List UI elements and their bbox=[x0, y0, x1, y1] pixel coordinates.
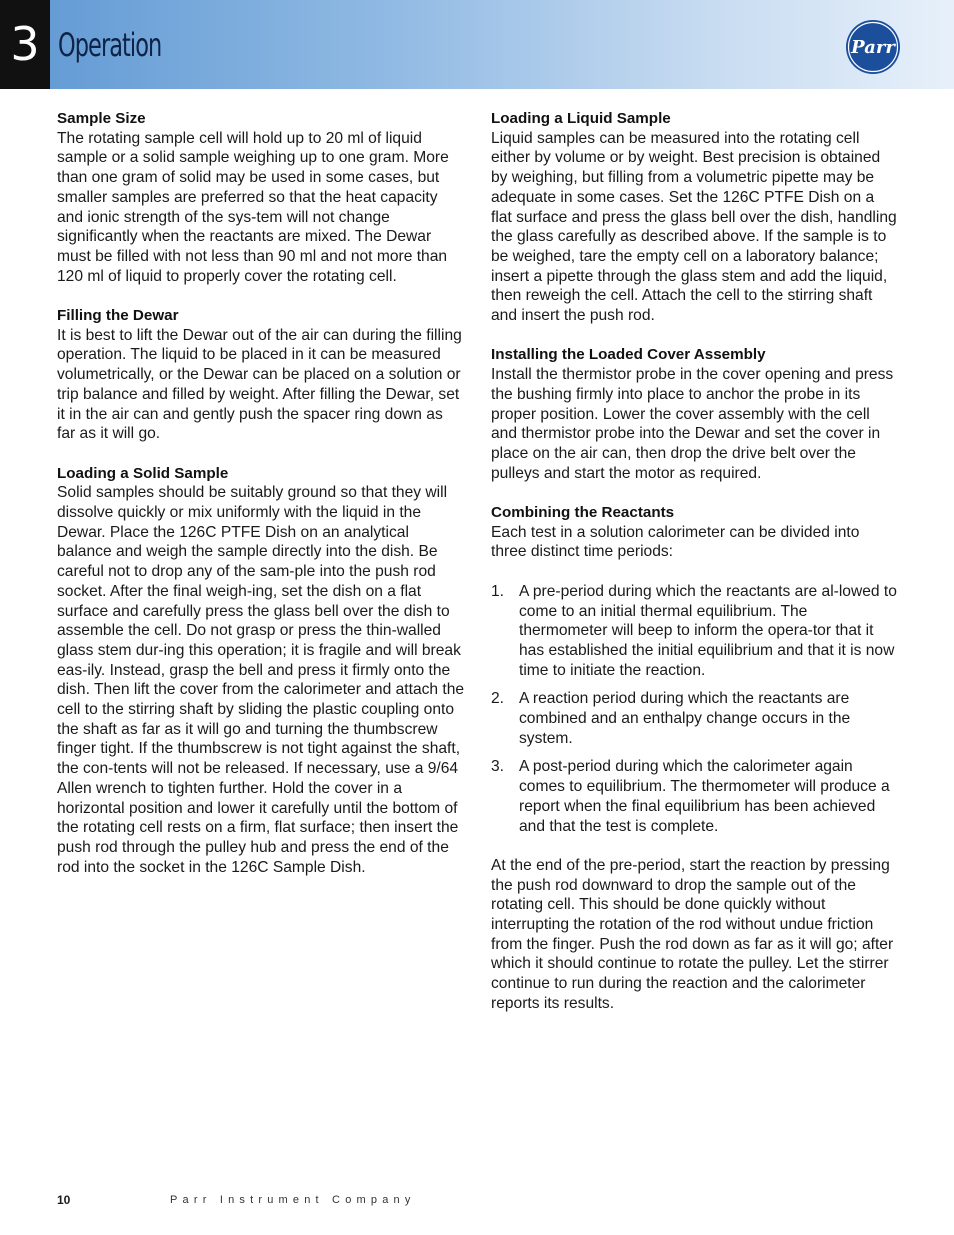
section-installing-cover bbox=[491, 345, 899, 483]
section-text: At the end of the pre-period, start the reaction by pressing the push rod downward to drop the sample out of the rotating cell. This should be done quickly without interrupting the rotation of the rod without undue friction from the finger. Push the rod down as far as it will go; after which it should continue to rotate the pulley. Let the stirrer continue to run during the reaction and the calorimeter reports its results. bbox=[491, 856, 894, 1012]
section-text: The rotating sample cell will hold up to 20 ml of liquid sample or a solid sample weighing up to one gram. More than one gram of solid may be used in some cases, but smaller samples are preferred so that the heat capacity and ionic strength of the sys-tem will not change significantly when the reactants are mixed. The Dewar must be filled with not less than 90 ml and not more than 120 ml of liquid to properly cover the rotating cell. bbox=[57, 129, 449, 285]
section-heading: Installing the Loaded Cover Assembly bbox=[491, 346, 766, 364]
list-number: 2. bbox=[491, 690, 505, 708]
list-text: A pre-period during which the reactants are al-lowed to come to an initial thermal equilibrium. The thermometer will beep to inform the opera-tor that it has established the initial equilibrium and that it is now time to initiate the reaction. bbox=[519, 582, 897, 679]
section-heading: Loading a Solid Sample bbox=[57, 464, 229, 482]
list-text: A reaction period during which the reactants are combined and an enthalpy change occurs in the system. bbox=[519, 690, 851, 747]
footer-company: Parr Instrument Company bbox=[170, 1194, 416, 1206]
section-sample-size bbox=[57, 109, 465, 286]
list-item bbox=[491, 757, 899, 836]
left-column bbox=[57, 109, 465, 897]
time-periods-list bbox=[491, 582, 899, 836]
list-number: 3. bbox=[491, 758, 505, 776]
list-item bbox=[491, 582, 899, 681]
section-heading: Sample Size bbox=[57, 110, 146, 127]
section-text: Liquid samples can be measured into the rotating cell either by volume or by weight. Best precision is obtained by weighing, but filling from a volumetric pipette may be adequate in some cases. Set the 126C PTFE Dish on a flat surface and press the glass bell over the dish, handling the glass carefully as described above. If the sample is to be weighed, tare the empty cell on a laboratory balance; insert a pipette through the glass stem and add the liquid, then reweigh the cell. Attach the cell to the stirring shaft and insert the push rod. bbox=[491, 129, 897, 325]
section-text: Install the thermistor probe in the cover opening and press the bushing firmly into place to anchor the probe in its proper position. Lower the cover assembly with the cell and thermistor probe into the Dewar and set the cover in place on the air can, then drop the drive belt over the pulleys and start the motor as required. bbox=[491, 366, 894, 482]
logo-text: Parr bbox=[851, 37, 895, 58]
section-text: Solid samples should be suitably ground so that they will dissolve quickly or mix uniformly with the liquid in the Dewar. Place the 126C PTFE Dish on an analytical balance and weigh the sample directly into the dish. Be careful not to drop any of the sam-ple into the push rod socket. After the final weigh-ing, set the dish on a flat surface and carefully press the glass bell over the dish to assemble the cell. Do not grasp or press the thin-walled glass stem dur-ing this operation; it is fragile and will break eas-ily. Instead, grasp the bell and press it firmly onto the dish. Then lift the cover from the calorimeter and attach the cell to the stirring shaft by sliding the plastic coupling onto the shaft as far as it will go and turning the thumbscrew finger tight. If the thumbscrew is not tight against the shaft, the con-tents will not be released. If necessary, use a 9/64 Allen wrench to tighten further. Hold the cover in a horizontal position and lower it carefully until the bottom of the rotating cell rests on a firm, flat surface; then insert the push rod through the pulley hub and press the end of the rod into the socket in the 126C Sample Dish. bbox=[57, 484, 465, 876]
chapter-number: 3 bbox=[0, 0, 50, 89]
right-column bbox=[491, 109, 899, 1033]
page-number: 10 bbox=[57, 1193, 71, 1207]
list-item bbox=[491, 689, 899, 748]
section-heading: Loading a Liquid Sample bbox=[491, 110, 671, 127]
list-text: A post-period during which the calorimeter again comes to equilibrium. The thermometer will produce a report when the final equilibrium has been achieved and that the test is complete. bbox=[519, 758, 890, 835]
section-combining-reactants bbox=[491, 503, 899, 1014]
section-filling-dewar bbox=[57, 306, 465, 444]
parr-logo-icon bbox=[845, 19, 901, 75]
section-heading: Combining the Reactants bbox=[491, 504, 675, 522]
section-loading-solid bbox=[57, 464, 465, 878]
section-loading-liquid bbox=[491, 109, 899, 326]
section-text: Each test in a solution calorimeter can be divided into three distinct time periods: bbox=[491, 523, 860, 561]
chapter-title: Operation bbox=[58, 26, 162, 64]
list-number: 1. bbox=[491, 582, 505, 600]
section-heading: Filling the Dewar bbox=[57, 307, 179, 325]
section-text: It is best to lift the Dewar out of the air can during the filling operation. The liquid to be placed in it can be measured volumetrically, or the Dewar can be placed on a solution or trip balance and filled by weight. After filling the Dewar, set it in the air can and gently push the spacer ring down as far as it will go. bbox=[57, 326, 462, 443]
page-header bbox=[0, 0, 954, 89]
